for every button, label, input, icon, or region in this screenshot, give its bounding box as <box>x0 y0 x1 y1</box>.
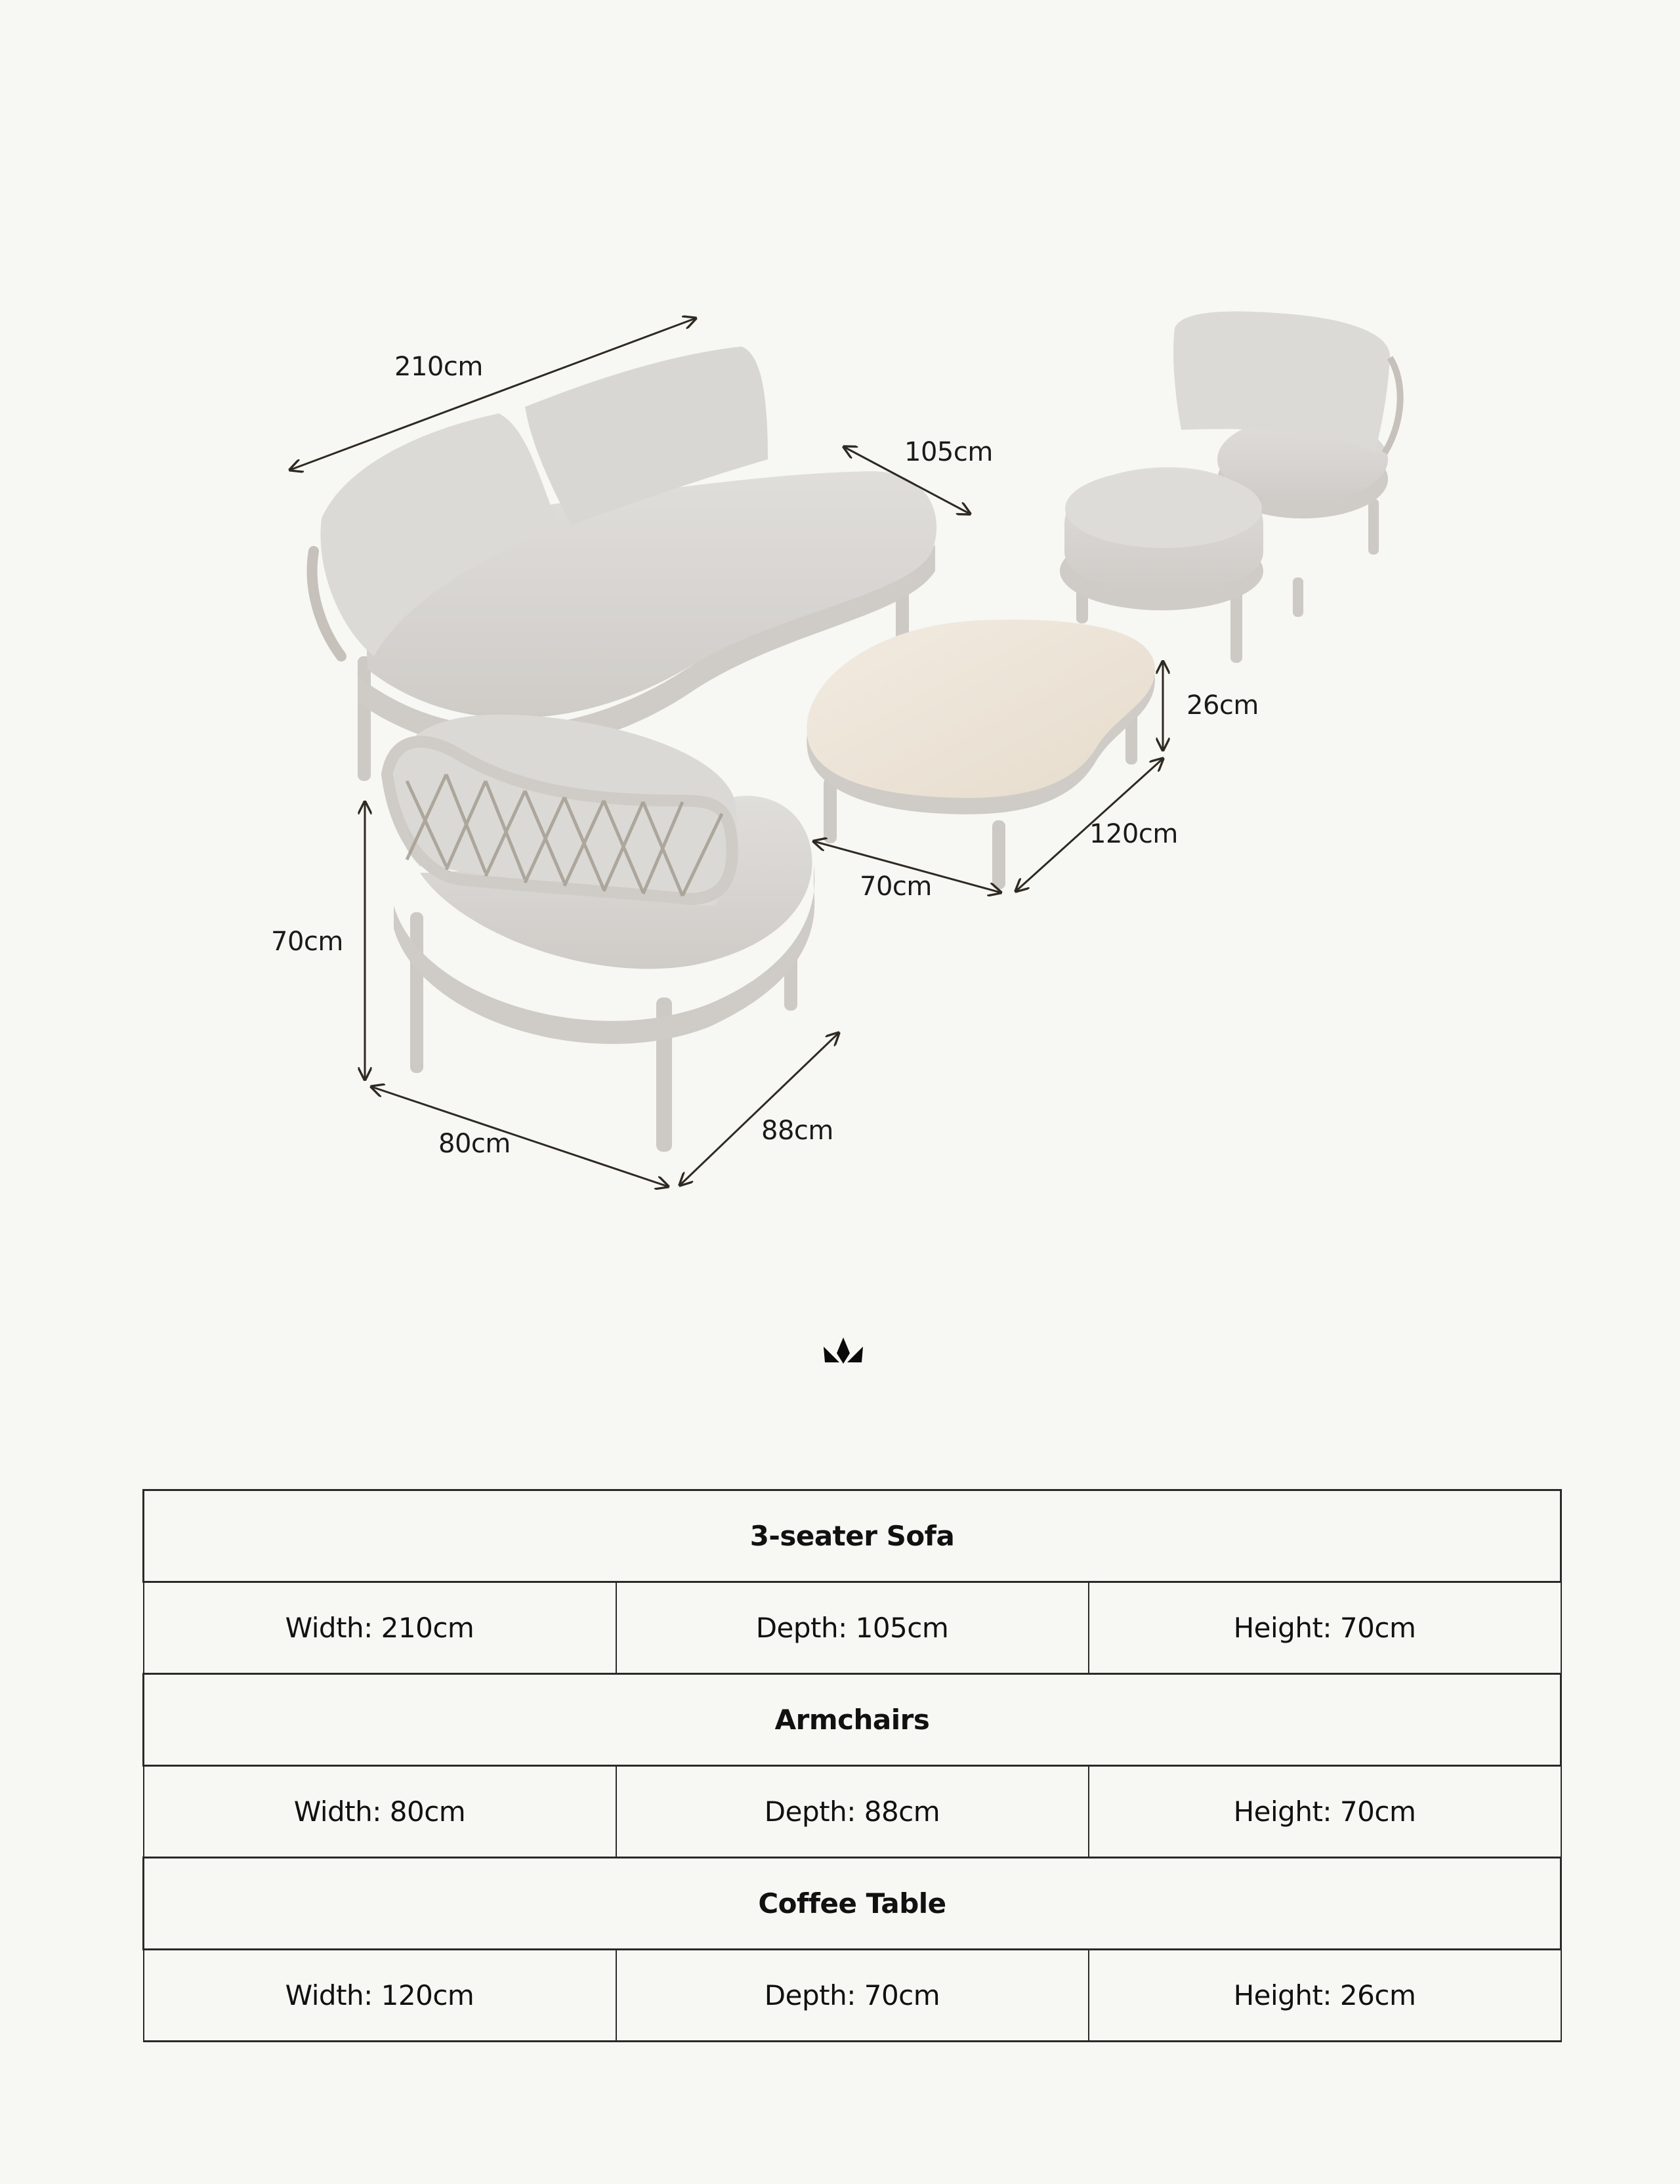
armchair-width-cell: Width: 80cm <box>144 1766 616 1858</box>
table-row-section <box>144 1858 1561 1950</box>
dimensions-spec-table <box>142 1489 1562 2042</box>
arrow-armchair-depth <box>680 1033 839 1185</box>
sofa-depth-cell: Depth: 105cm <box>616 1582 1089 1674</box>
front-armchair <box>387 715 814 1152</box>
crown-icon <box>822 1336 864 1369</box>
table-row <box>144 1582 1561 1674</box>
armchair-with-footstool <box>1060 311 1400 663</box>
dimension-label-armchair-height: 70cm <box>271 927 343 957</box>
sofa-height-cell: Height: 70cm <box>1089 1582 1561 1674</box>
dimension-label-sofa-depth: 105cm <box>904 437 993 467</box>
table-row <box>144 1766 1561 1858</box>
section-title-coffee-table: Coffee Table <box>144 1858 1561 1950</box>
table-depth-cell: Depth: 70cm <box>616 1950 1089 2042</box>
table-height-cell: Height: 26cm <box>1089 1950 1561 2042</box>
section-title-armchairs: Armchairs <box>144 1674 1561 1766</box>
dimension-label-armchair-width: 80cm <box>438 1129 511 1159</box>
table-row <box>144 1950 1561 2042</box>
dimension-label-sofa-width: 210cm <box>394 352 483 382</box>
armchair-height-cell: Height: 70cm <box>1089 1766 1561 1858</box>
table-width-cell: Width: 120cm <box>144 1950 616 2042</box>
armchair-depth-cell: Depth: 88cm <box>616 1766 1089 1858</box>
sofa-width-cell: Width: 210cm <box>144 1582 616 1674</box>
dimension-label-table-depth: 70cm <box>860 872 932 902</box>
table-row-section <box>144 1490 1561 1582</box>
arrow-armchair-width <box>371 1087 668 1186</box>
section-title-sofa: 3-seater Sofa <box>144 1490 1561 1582</box>
dimension-label-armchair-depth: 88cm <box>761 1116 833 1146</box>
dimension-label-table-width: 120cm <box>1089 819 1178 849</box>
dimension-label-table-height: 26cm <box>1186 690 1259 721</box>
table-row-section <box>144 1674 1561 1766</box>
